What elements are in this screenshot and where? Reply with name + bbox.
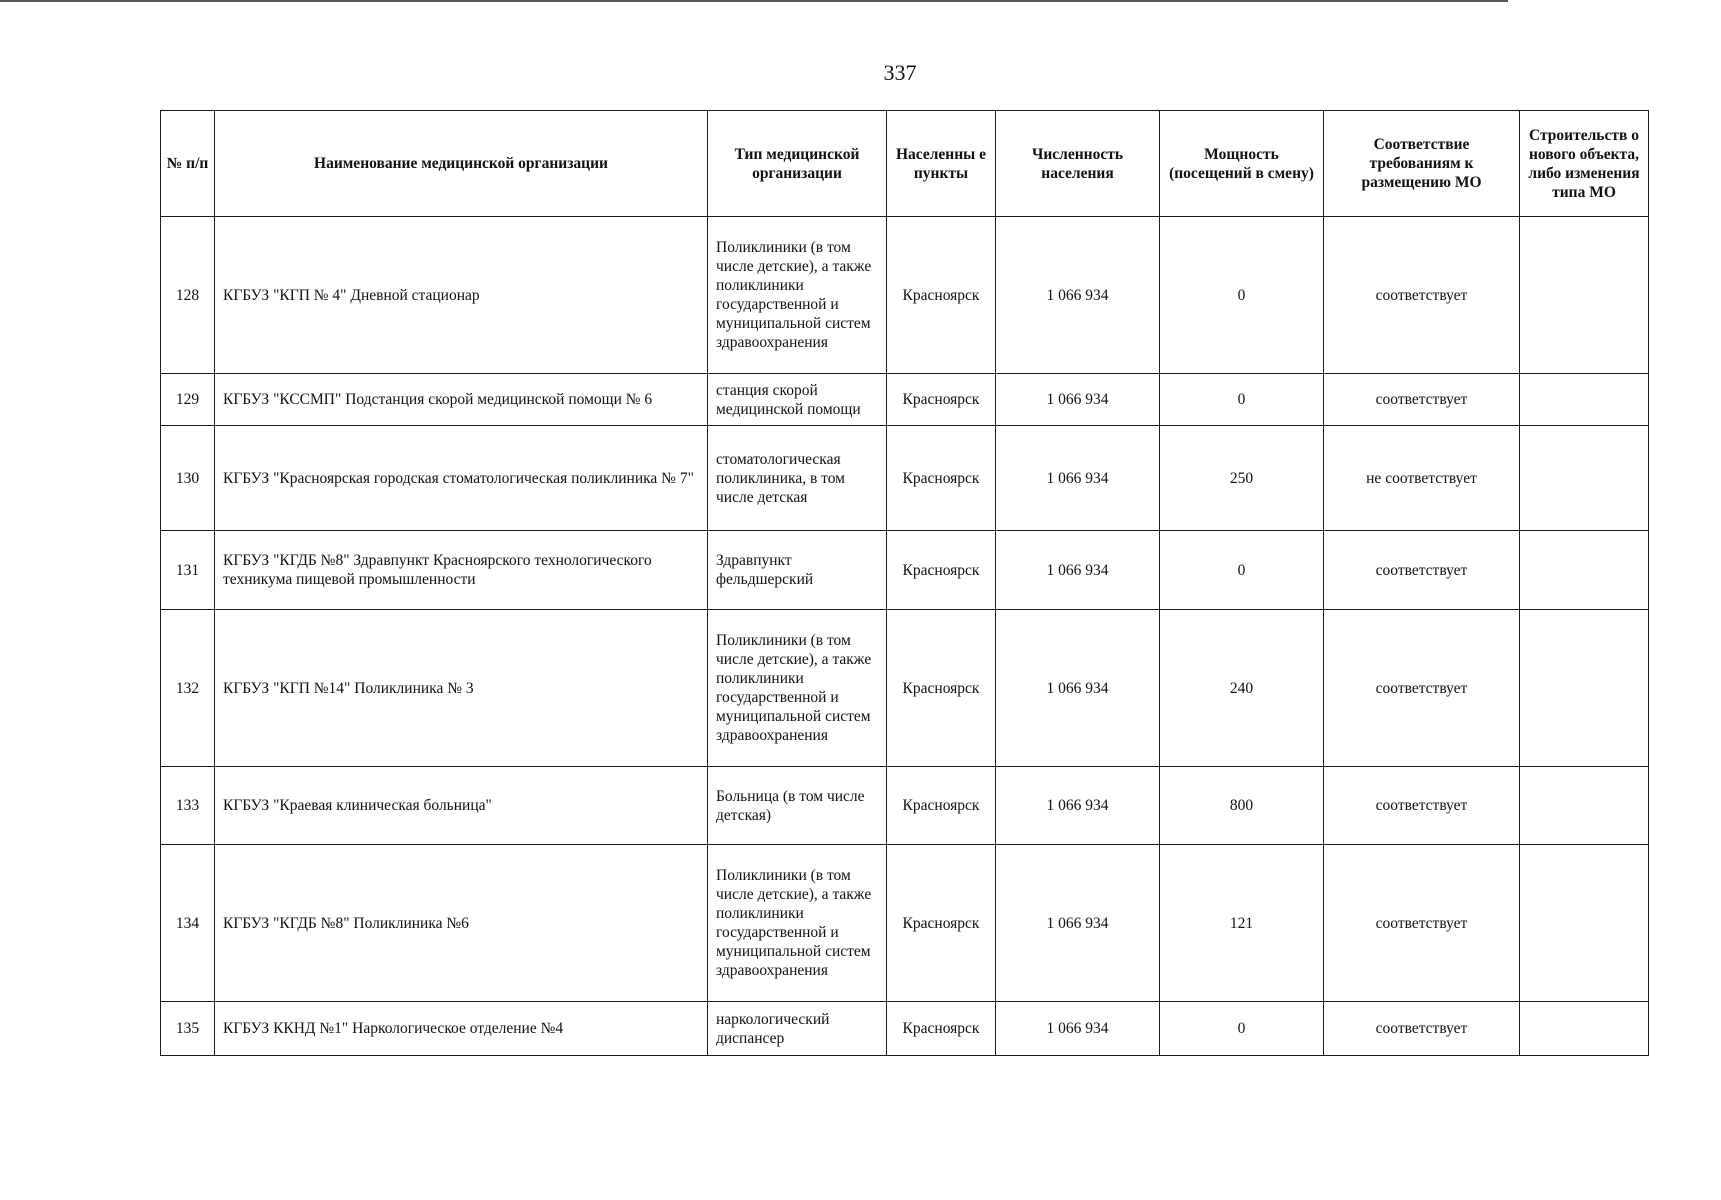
- cell-population: 1 066 934: [996, 374, 1160, 426]
- top-border-line: [0, 0, 1508, 2]
- table-row: [161, 531, 1649, 610]
- cell-num: 133: [161, 767, 215, 845]
- table-header-row: [161, 111, 1649, 217]
- cell-construction: [1520, 845, 1649, 1002]
- cell-num: 128: [161, 217, 215, 374]
- cell-type: стоматологическая поликлиника, в том числе детская: [708, 426, 887, 531]
- cell-name: КГБУЗ "Красноярская городская стоматологическая поликлиника № 7": [215, 426, 708, 531]
- cell-construction: [1520, 610, 1649, 767]
- cell-settlement: Красноярск: [887, 845, 996, 1002]
- cell-construction: [1520, 374, 1649, 426]
- cell-num: 134: [161, 845, 215, 1002]
- cell-compliance: соответствует: [1324, 845, 1520, 1002]
- page-number: 337: [883, 60, 917, 85]
- header-num: № п/п: [161, 111, 215, 217]
- cell-type: Поликлиники (в том числе детские), а также поликлиники государственной и муниципальной систем здравоохранения: [708, 610, 887, 767]
- cell-capacity: 0: [1160, 217, 1324, 374]
- cell-population: 1 066 934: [996, 610, 1160, 767]
- table-row: [161, 1002, 1649, 1056]
- cell-population: 1 066 934: [996, 767, 1160, 845]
- cell-settlement: Красноярск: [887, 531, 996, 610]
- cell-construction: [1520, 767, 1649, 845]
- cell-num: 130: [161, 426, 215, 531]
- table-row: [161, 610, 1649, 767]
- cell-population: 1 066 934: [996, 217, 1160, 374]
- cell-name: КГБУЗ "КГДБ №8" Здравпункт Красноярского технологического техникума пищевой промышленности: [215, 531, 708, 610]
- table-row: [161, 845, 1649, 1002]
- header-population: Численность населения: [996, 111, 1160, 217]
- cell-population: 1 066 934: [996, 426, 1160, 531]
- cell-settlement: Красноярск: [887, 374, 996, 426]
- table-row: [161, 374, 1649, 426]
- header-capacity: Мощность (посещений в смену): [1160, 111, 1324, 217]
- cell-construction: [1520, 531, 1649, 610]
- table-row: [161, 426, 1649, 531]
- header-name: Наименование медицинской организации: [215, 111, 708, 217]
- cell-population: 1 066 934: [996, 845, 1160, 1002]
- cell-compliance: соответствует: [1324, 767, 1520, 845]
- cell-compliance: соответствует: [1324, 610, 1520, 767]
- header-construction: Строительств о нового объекта, либо изменения типа МО: [1520, 111, 1649, 217]
- cell-construction: [1520, 426, 1649, 531]
- cell-population: 1 066 934: [996, 1002, 1160, 1056]
- cell-capacity: 250: [1160, 426, 1324, 531]
- cell-settlement: Красноярск: [887, 426, 996, 531]
- medical-organizations-table: [160, 110, 1649, 1056]
- cell-compliance: не соответствует: [1324, 426, 1520, 531]
- cell-name: КГБУЗ "КССМП" Подстанция скорой медицинской помощи № 6: [215, 374, 708, 426]
- cell-num: 135: [161, 1002, 215, 1056]
- cell-type: наркологический диспансер: [708, 1002, 887, 1056]
- cell-name: КГБУЗ "Краевая клиническая больница": [215, 767, 708, 845]
- cell-type: Больница (в том числе детская): [708, 767, 887, 845]
- cell-compliance: соответствует: [1324, 217, 1520, 374]
- header-settlements: Населенны е пункты: [887, 111, 996, 217]
- cell-type: Здравпункт фельдшерский: [708, 531, 887, 610]
- cell-capacity: 121: [1160, 845, 1324, 1002]
- cell-name: КГБУЗ "КГП №14" Поликлиника № 3: [215, 610, 708, 767]
- cell-type: Поликлиники (в том числе детские), а также поликлиники государственной и муниципальной систем здравоохранения: [708, 845, 887, 1002]
- cell-compliance: соответствует: [1324, 1002, 1520, 1056]
- cell-population: 1 066 934: [996, 531, 1160, 610]
- cell-settlement: Красноярск: [887, 610, 996, 767]
- cell-settlement: Красноярск: [887, 217, 996, 374]
- cell-capacity: 240: [1160, 610, 1324, 767]
- cell-name: КГБУЗ "КГДБ №8" Поликлиника №6: [215, 845, 708, 1002]
- cell-compliance: соответствует: [1324, 374, 1520, 426]
- cell-capacity: 0: [1160, 1002, 1324, 1056]
- table-row: [161, 767, 1649, 845]
- cell-capacity: 0: [1160, 374, 1324, 426]
- cell-construction: [1520, 217, 1649, 374]
- cell-construction: [1520, 1002, 1649, 1056]
- header-compliance: Соответствие требованиям к размещению МО: [1324, 111, 1520, 217]
- cell-capacity: 800: [1160, 767, 1324, 845]
- cell-num: 131: [161, 531, 215, 610]
- cell-name: КГБУЗ "КГП № 4" Дневной стационар: [215, 217, 708, 374]
- cell-capacity: 0: [1160, 531, 1324, 610]
- header-type: Тип медицинской организации: [708, 111, 887, 217]
- cell-type: станция скорой медицинской помощи: [708, 374, 887, 426]
- cell-compliance: соответствует: [1324, 531, 1520, 610]
- cell-type: Поликлиники (в том числе детские), а также поликлиники государственной и муниципальной систем здравоохранения: [708, 217, 887, 374]
- cell-name: КГБУЗ ККНД №1" Наркологическое отделение №4: [215, 1002, 708, 1056]
- table-row: [161, 217, 1649, 374]
- cell-settlement: Красноярск: [887, 1002, 996, 1056]
- cell-num: 132: [161, 610, 215, 767]
- cell-num: 129: [161, 374, 215, 426]
- cell-settlement: Красноярск: [887, 767, 996, 845]
